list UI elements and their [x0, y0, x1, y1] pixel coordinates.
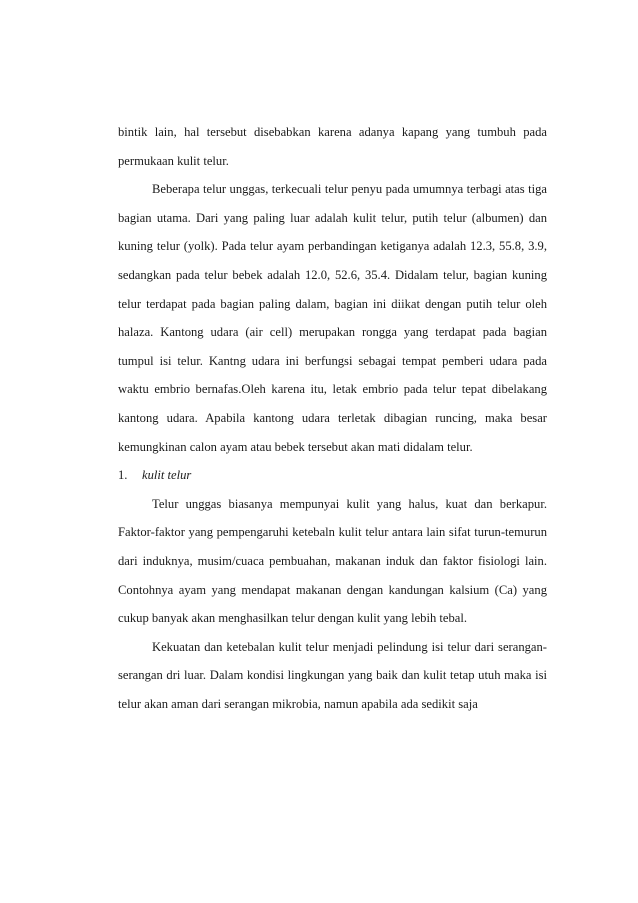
body-text: [118, 118, 547, 718]
section-title: kulit telur: [142, 468, 192, 483]
paragraph-egg-parts: Beberapa telur unggas, terkecuali telur penyu pada umumnya terbagi atas tiga bagian utama. Dari yang paling luar adalah kulit telur, putih telur (albumen) dan kuning telur (yolk). Pada telur ayam perbandingan ketiganya adalah 12.3, 55.8, 3.9, sedangkan pada telur bebek adalah 12.0, 52.6, 35.4. Didalam telur, bagian kuning telur terdapat pada bagian paling dalam, bagian ini diikat dengan putih telur oleh halaza. Kantong udara (air cell) merupakan rongga yang terdapat pada bagian tumpul isi telur. Kantng udara ini berfungsi sebagai tempat pemberi udara pada waktu embrio bernafas.Oleh karena itu, letak embrio pada telur tepat dibelakang kantong udara. Apabila kantong udara terletak dibagian runcing, maka besar kemungkinan calon ayam atau bebek tersebut akan mati didalam telur.: [118, 182, 547, 454]
section-number: 1.: [118, 468, 128, 483]
paragraph-shell-protection: Kekuatan dan ketebalan kulit telur menjadi pelindung isi telur dari serangan-serangan dri luar. Dalam kondisi lingkungan yang baik dan kulit tetap utuh maka isi telur akan aman dari serangan mikrobia, namun apabila ada sedikit saja: [118, 639, 547, 711]
section-heading: [118, 461, 547, 490]
paragraph-continuation: bintik lain, hal tersebut disebabkan karena adanya kapang yang tumbuh pada permukaan kulit telur.: [118, 125, 547, 168]
paragraph-shell-thickness: Telur unggas biasanya mempunyai kulit yang halus, kuat dan berkapur. Faktor-faktor yang pempengaruhi ketebaln kulit telur antara lain sifat turun-temurun dari induknya, musim/cuaca pembuahan, makanan induk dan faktor fisiologi lain. Contohnya ayam yang mendapat makanan dengan kandungan kalsium (Ca) yang cukup banyak akan menghasilkan telur dengan kulit yang lebih tebal.: [118, 496, 547, 626]
